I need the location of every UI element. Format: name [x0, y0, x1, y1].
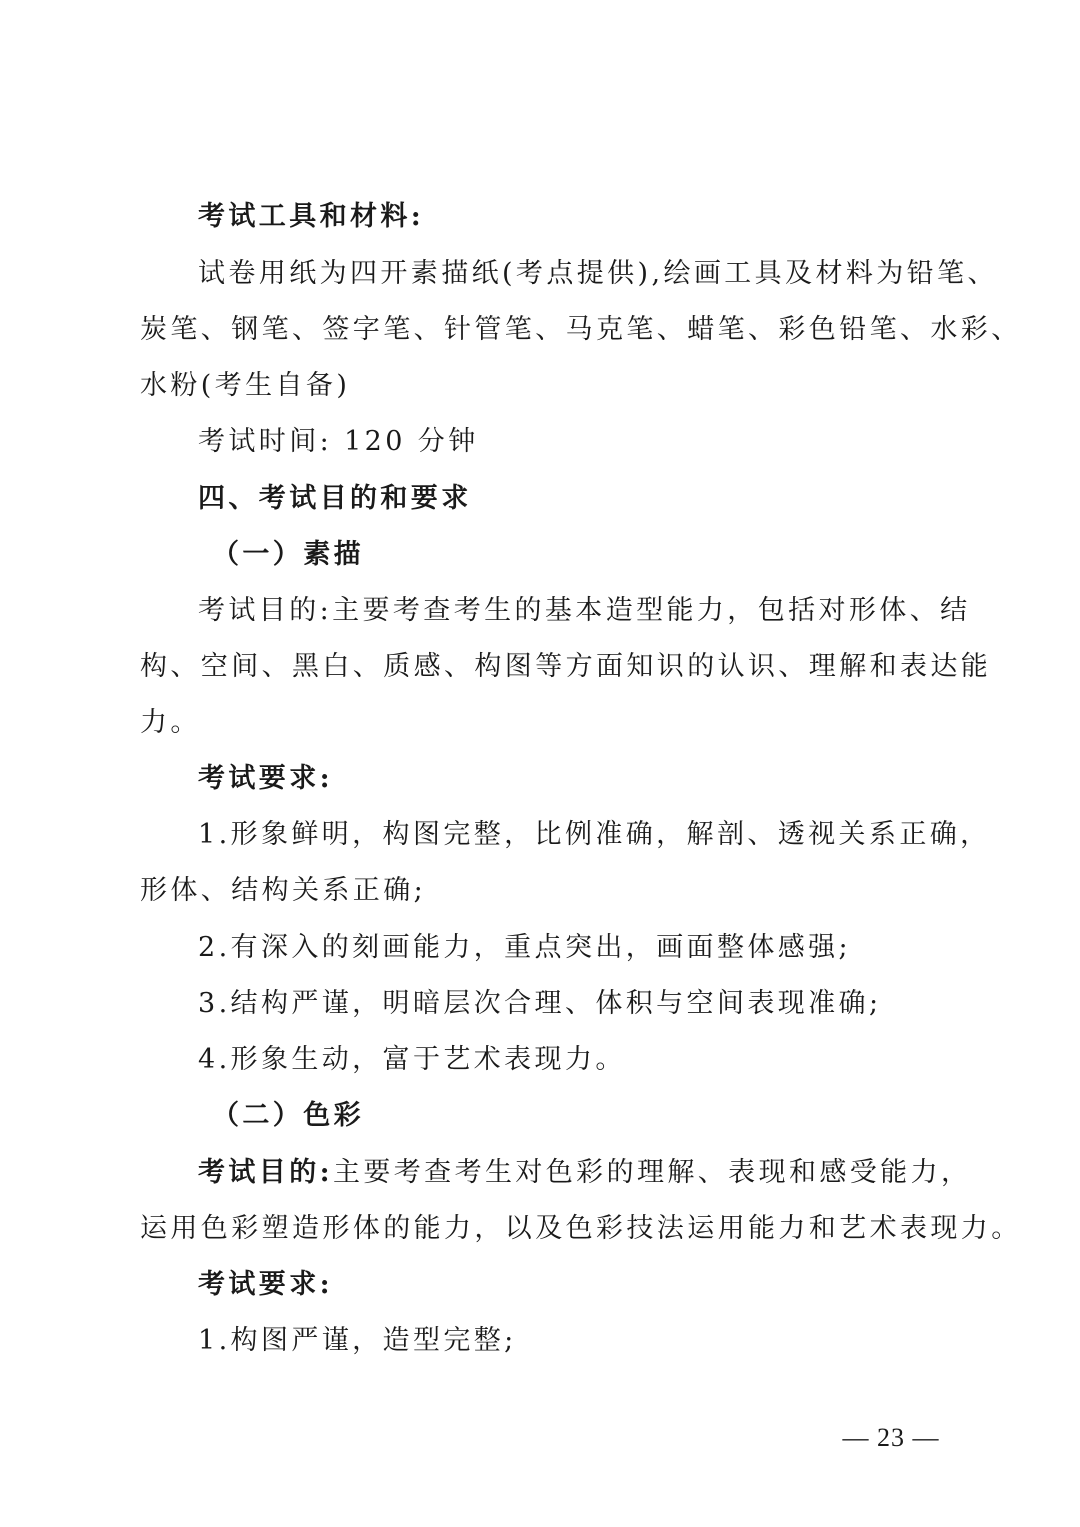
sketch-requirement-4: 4.形象生动，富于艺术表现力。	[198, 1044, 626, 1075]
sketch-requirement-3: 3.结构严谨，明暗层次合理、体积与空间表现准确;	[198, 988, 882, 1019]
tools-heading: 考试工具和材料:	[198, 201, 425, 232]
section-4-heading: 四、考试目的和要求	[198, 483, 472, 514]
color-purpose-line-1	[198, 1153, 998, 1193]
sketch-purpose-line-3: 力。	[140, 707, 201, 738]
tools-text-line-2: 炭笔、钢笔、签字笔、针管笔、马克笔、蜡笔、彩色铅笔、水彩、	[140, 314, 1022, 345]
sketch-requirements-heading: 考试要求:	[198, 763, 333, 794]
sketch-requirement-1a: 1.形象鲜明，构图完整，比例准确，解剖、透视关系正确，	[198, 819, 991, 850]
color-heading: （二）色彩	[212, 1100, 364, 1131]
color-requirement-1: 1.构图严谨，造型完整;	[198, 1325, 517, 1356]
page-number: — 23 —	[842, 1423, 940, 1452]
color-requirements-heading: 考试要求:	[198, 1269, 333, 1300]
tools-text-line-1: 试卷用纸为四开素描纸(考点提供),绘画工具及材料为铅笔、	[198, 258, 998, 289]
sketch-requirement-1b: 形体、结构关系正确;	[140, 875, 427, 906]
color-purpose-label: 考试目的:	[198, 1157, 333, 1188]
sketch-purpose-line-2: 构、空间、黑白、质感、构图等方面知识的认识、理解和表达能	[140, 651, 992, 682]
sketch-purpose-line-1: 考试目的:主要考查考生的基本造型能力，包括对形体、结	[198, 595, 971, 626]
color-purpose-line-2: 运用色彩塑造形体的能力，以及色彩技法运用能力和艺术表现力。	[140, 1213, 1022, 1244]
color-purpose-text: 主要考查考生对色彩的理解、表现和感受能力，	[332, 1157, 972, 1188]
tools-text-line-3: 水粉(考生自备)	[140, 370, 351, 401]
sketch-heading: （一）素描	[212, 539, 364, 570]
exam-time: 考试时间: 120 分钟	[198, 426, 479, 457]
sketch-requirement-2: 2.有深入的刻画能力，重点突出，画面整体感强;	[198, 932, 852, 963]
